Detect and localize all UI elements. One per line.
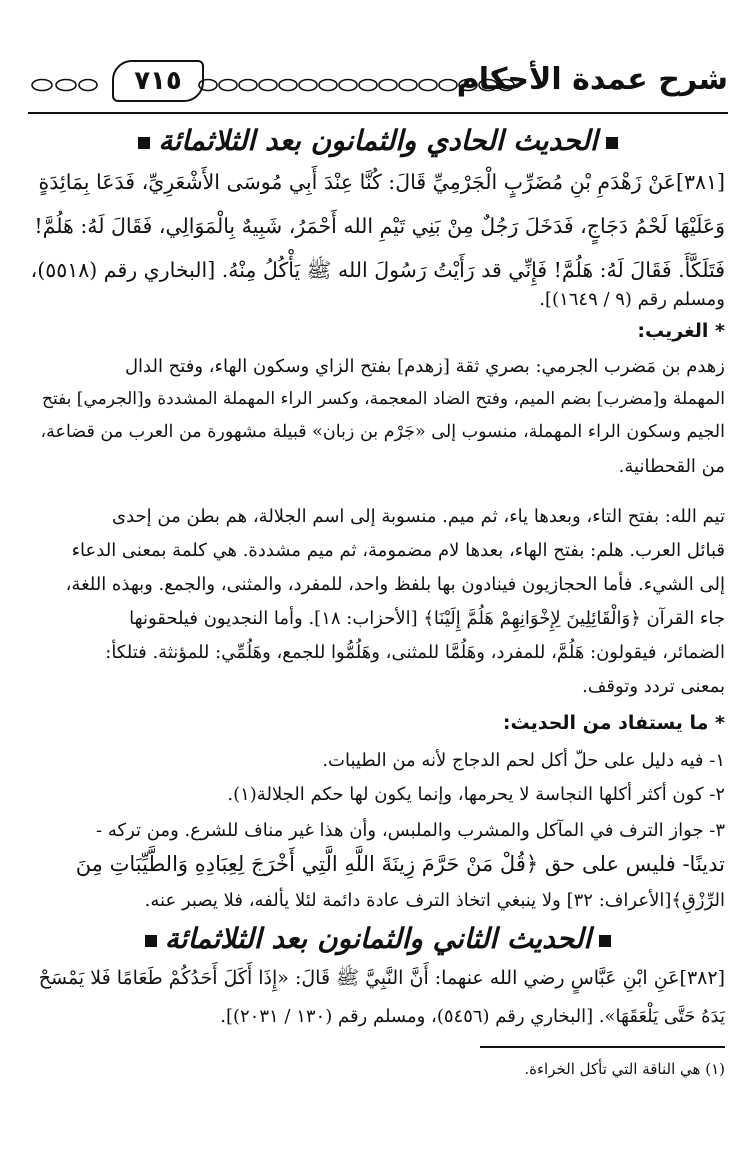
gharib-line: تيم الله: بفتح التاء، وبعدها ياء، ثم ميم. منسوبة إلى اسم الجلالة، هم بطن من إحدى <box>112 506 725 527</box>
header-ornament-icon <box>196 77 516 93</box>
gharib-line: بمعنى تردد وتوقف. <box>582 676 725 697</box>
gharib-line: جاء القرآن ﴿وَالْقَائِلِينَ لِإِخْوَانِهِمْ هَلُمَّ إِلَيْنَا﴾ [الأحزاب: ١٨]. وأما النجديون فيلحقونها <box>129 608 725 629</box>
hadith-381-line: فَتَلَكَّأَ. فَقَالَ لَهُ: هَلُمَّ! فَإِنِّي قد رَأَيْتُ رَسُولَ الله ﷺ يَأْكُلُ مِنْهُ. [البخاري رقم (٥٥١٨)، <box>30 258 725 282</box>
hadith-381-heading <box>28 124 728 157</box>
hadith-382-heading <box>28 922 728 955</box>
benefit-item: الرِّزْقِ﴾[الأعراف: ٣٢] ولا ينبغي اتخاذ الترف عادة دائمة لئلا يألفه، فلا يصبر عنه. <box>144 890 725 911</box>
gharib-line: من القحطانية. <box>618 456 725 477</box>
hadith-381-heading-text: الحديث الحادي والثمانون بعد الثلاثمائة <box>158 124 598 157</box>
gharib-line: المهملة و[مضرب] بضم الميم، وفتح الضاد المعجمة، وكسر الراء المهملة المشددة و[الجرمي] بفتح <box>41 389 725 409</box>
page-number: ٧١٥ <box>112 60 204 102</box>
square-bullet-icon <box>138 137 150 149</box>
gharib-line: إلى الشيء. فأما الحجازيون فينادون بها بلفظ واحد، للمفرد، والمثنى، والجمع. وبهذه اللغة، <box>65 574 725 595</box>
footnote-divider <box>480 1046 725 1048</box>
gharib-line: الضمائر، فيقولون: هَلُمَّ، للمفرد، وهَلُمَّا للمثنى، وهَلُمُّوا للجمع، وهَلُمِّي: للمؤنثة. فتلكأ: <box>105 642 725 663</box>
hadith-381-line: [٣٨١]عَنْ زَهْدَمِ بْنِ مُضَرِّبٍ الْجَرْمِيِّ قَالَ: كُنَّا عِنْدَ أَبِي مُوسَى الأَشْعَرِيِّ، فَدَعَا بِمَائِدَةٍ <box>38 170 725 194</box>
hadith-382-line: [٣٨٢]عَنِ ابْنِ عَبَّاسٍ رضي الله عنهما: أَنَّ النَّبِيَّ ﷺ قَالَ: «إِذَا أَكَلَ أَحَدُكُمْ طَعَامًا فَلا يَمْسَحْ <box>38 967 725 989</box>
book-title: شرح عمدة الأحكام <box>456 62 728 97</box>
gharib-line: زهدم بن مَضرب الجرمي: بصري ثقة [زهدم] بفتح الزاي وسكون الهاء، وفتح الدال <box>124 356 725 377</box>
gharib-line: قبائل العرب. هلم: بفتح الهاء، بعدها لام مضمومة، ثم ميم مشددة. هي كلمة بمعنى الدعاء <box>71 540 725 561</box>
gharib-title: * الغريب: <box>637 320 725 342</box>
benefits-title: * ما يستفاد من الحديث: <box>502 712 725 734</box>
hadith-382-heading-text: الحديث الثاني والثمانون بعد الثلاثمائة <box>164 922 592 955</box>
hadith-381-line: ومسلم رقم (٩ / ١٦٤٩)]. <box>539 289 725 310</box>
benefit-item: تدينًا- فليس على حق ﴿قُلْ مَنْ حَرَّمَ زِينَةَ اللَّهِ الَّتِي أَخْرَجَ لِعِبَادِهِ وَالطَّيِّبَاتِ مِنَ <box>75 852 725 876</box>
header-ornament-small-icon <box>28 77 98 93</box>
page-header <box>28 60 728 110</box>
benefit-item: ٣- جواز الترف في المآكل والمشرب والملبس، وأن هذا غير مناف للشرع. ومن تركه - <box>96 820 725 841</box>
benefit-item: ٢- كون أكثر أكلها النجاسة لا يحرمها، وإنما يكون لها حكم الجلالة(١). <box>227 784 725 805</box>
square-bullet-icon <box>145 935 157 947</box>
header-divider <box>28 112 728 114</box>
square-bullet-icon <box>599 935 611 947</box>
square-bullet-icon <box>606 137 618 149</box>
gharib-line: الجيم وسكون الراء المهملة، منسوب إلى «جَرْم بن زبان» قبيلة مشهورة من العرب من قضاعة، <box>40 422 725 442</box>
hadith-382-line: يَدَهُ حَتَّى يَلْعَقَهَا». [البخاري رقم (٥٤٥٦)، ومسلم رقم (١٣٠ / ٢٠٣١)]. <box>220 1006 725 1027</box>
footnote: (١) هي الناقة التي تأكل الخراءة. <box>524 1060 725 1078</box>
hadith-381-line: وَعَلَيْهَا لَحْمُ دَجَاجٍ، فَدَخَلَ رَجُلٌ مِنْ بَنِي تَيْمِ الله أَحْمَرُ، شَبِيهٌ بِالْمَوَالِي، فَقَالَ لَهُ: هَلُمَّ! <box>34 214 725 238</box>
benefit-item: ١- فيه دليل على حلّ أكل لحم الدجاج لأنه من الطيبات. <box>322 750 725 771</box>
